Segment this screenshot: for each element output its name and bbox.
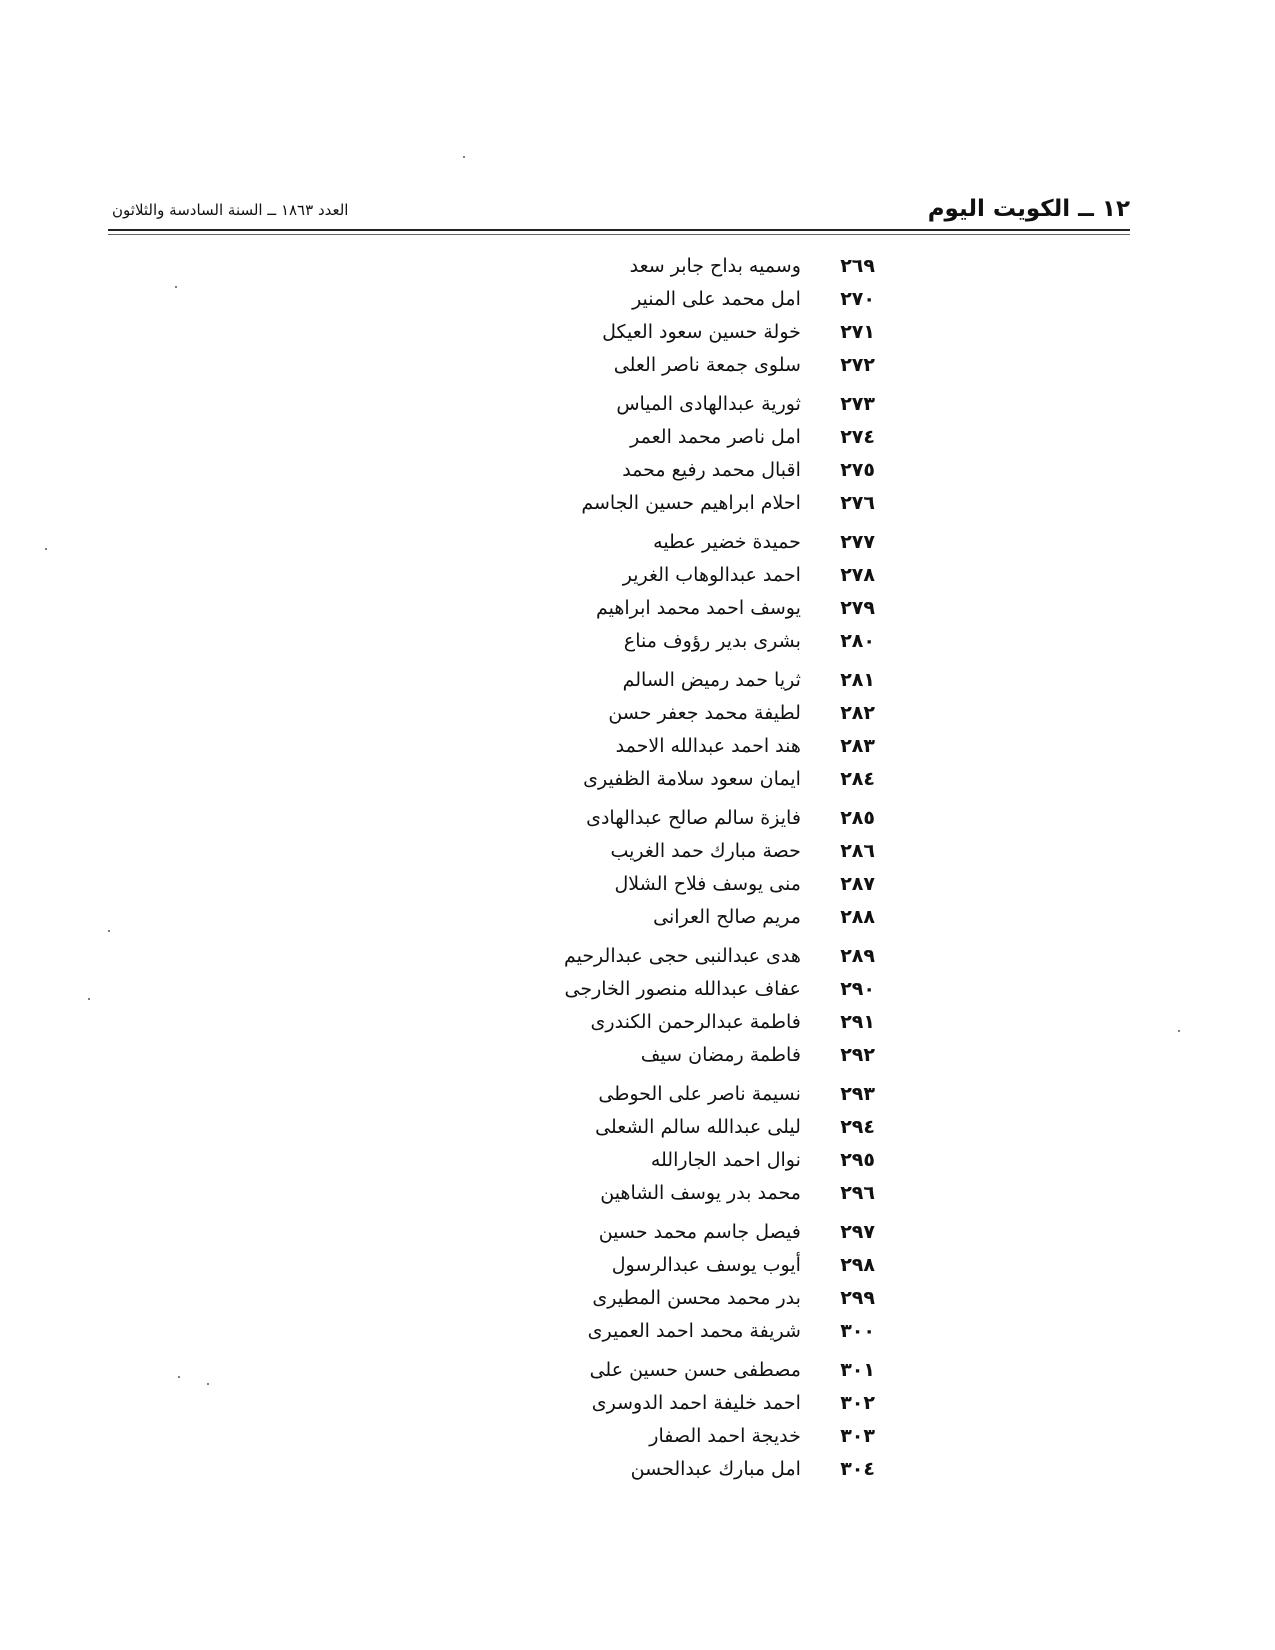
list-item	[355, 868, 875, 901]
list-item	[355, 1453, 875, 1486]
entry-number: ٢٧٨	[840, 564, 875, 586]
entry-number: ٢٧٠	[840, 288, 875, 310]
entry-name: هند احمد عبدالله الاحمد	[615, 735, 801, 757]
entry-name: امل ناصر محمد العمر	[630, 426, 801, 448]
entry-name: بدر محمد محسن المطيرى	[592, 1287, 801, 1309]
list-item	[355, 283, 875, 316]
entry-name: حميدة خضير عطيه	[653, 531, 801, 553]
entry-number: ٢٨٧	[840, 873, 875, 895]
entry-name: امل محمد على المنير	[632, 288, 801, 310]
entry-number: ٢٧٤	[840, 426, 875, 448]
list-item	[355, 625, 875, 658]
list-item	[355, 592, 875, 625]
entry-number: ٢٨٢	[840, 702, 875, 724]
list-item	[355, 1354, 875, 1387]
entry-number: ٢٨١	[840, 669, 875, 691]
entry-name: فيصل جاسم محمد حسين	[598, 1221, 801, 1243]
entry-name: نسيمة ناصر على الحوطى	[598, 1083, 801, 1105]
entry-name: ثريا حمد رميض السالم	[622, 669, 801, 691]
entry-number: ٢٩١	[840, 1011, 875, 1033]
list-item	[355, 421, 875, 454]
scan-speck	[175, 286, 177, 288]
list-item	[355, 1249, 875, 1282]
entry-number: ٢٧٩	[840, 597, 875, 619]
list-item	[355, 802, 875, 835]
entry-name: أيوب يوسف عبدالرسول	[611, 1254, 801, 1276]
list-item	[355, 559, 875, 592]
list-item	[355, 1282, 875, 1315]
entry-name: مصطفى حسن حسين على	[589, 1359, 801, 1381]
entry-number: ٢٧٣	[840, 393, 875, 415]
entry-number: ٢٨٨	[840, 906, 875, 928]
entry-number: ٢٩٦	[840, 1182, 875, 1204]
entry-name: اقبال محمد رفيع محمد	[622, 459, 801, 481]
entry-number: ٢٦٩	[840, 255, 875, 277]
entry-name: حصة مبارك حمد الغريب	[610, 840, 801, 862]
list-item	[355, 1315, 875, 1348]
entry-name: سلوى جمعة ناصر العلى	[613, 354, 801, 376]
header-divider	[108, 229, 1130, 231]
entry-number: ٣٠٠	[840, 1320, 875, 1342]
entry-name: ثورية عبدالهادى المياس	[616, 393, 801, 415]
scan-speck	[463, 156, 465, 158]
entry-name: هدى عبدالنبى حجى عبدالرحيم	[563, 945, 801, 967]
entry-number: ٢٩٧	[840, 1221, 875, 1243]
list-item	[355, 664, 875, 697]
entry-name: محمد بدر يوسف الشاهين	[600, 1182, 801, 1204]
entry-name: ايمان سعود سلامة الظفيرى	[583, 768, 801, 790]
entry-number: ٢٨٥	[840, 807, 875, 829]
entry-number: ٢٧٧	[840, 531, 875, 553]
entry-name: يوسف احمد محمد ابراهيم	[595, 597, 801, 619]
list-item	[355, 526, 875, 559]
list-item	[355, 1144, 875, 1177]
list-item	[355, 1039, 875, 1072]
entry-number: ٢٩٠	[840, 978, 875, 1000]
entry-number: ٣٠٢	[840, 1392, 875, 1414]
entry-number: ٢٨٤	[840, 768, 875, 790]
entry-name: وسميه بداح جابر سعد	[629, 255, 801, 277]
entry-number: ٢٧٢	[840, 354, 875, 376]
list-item	[355, 973, 875, 1006]
entry-number: ٢٧٥	[840, 459, 875, 481]
entry-number: ٢٩٢	[840, 1044, 875, 1066]
list-item	[355, 1216, 875, 1249]
scan-speck	[207, 1383, 209, 1385]
list-item	[355, 1078, 875, 1111]
entry-number: ٢٩٩	[840, 1287, 875, 1309]
entry-name: فاطمة رمضان سيف	[640, 1044, 801, 1066]
entry-number: ٢٩٨	[840, 1254, 875, 1276]
entry-name: منى يوسف فلاح الشلال	[614, 873, 801, 895]
list-item	[355, 730, 875, 763]
entry-number: ٣٠٤	[840, 1458, 875, 1480]
entry-name: شريفة محمد احمد العميرى	[587, 1320, 801, 1342]
entry-number: ٢٩٤	[840, 1116, 875, 1138]
list-item	[355, 487, 875, 520]
scan-speck	[1178, 1030, 1180, 1032]
list-item	[355, 835, 875, 868]
list-item	[355, 697, 875, 730]
scan-speck	[178, 1376, 180, 1378]
entry-name: عفاف عبدالله منصور الخارجى	[564, 978, 801, 1000]
entry-number: ٢٩٣	[840, 1083, 875, 1105]
list-item	[355, 1177, 875, 1210]
page-title: ١٢ ــ الكويت اليوم	[927, 196, 1130, 222]
entry-name: ليلى عبدالله سالم الشعلى	[595, 1116, 801, 1138]
scan-speck	[88, 998, 90, 1000]
list-item	[355, 1420, 875, 1453]
entry-name: امل مبارك عبدالحسن	[630, 1458, 801, 1480]
entry-number: ٢٨٣	[840, 735, 875, 757]
entry-number: ٢٧٦	[840, 492, 875, 514]
scan-speck	[108, 930, 110, 932]
entry-name: لطيفة محمد جعفر حسن	[608, 702, 801, 724]
list-item	[355, 349, 875, 382]
list-item	[355, 1387, 875, 1420]
list-item	[355, 250, 875, 283]
page-header	[112, 194, 1130, 226]
scan-speck	[45, 548, 47, 550]
entry-name: نوال احمد الجارالله	[650, 1149, 801, 1171]
entry-name: احلام ابراهيم حسين الجاسم	[581, 492, 801, 514]
entry-name: احمد عبدالوهاب الغرير	[622, 564, 801, 586]
entry-name: احمد خليفة احمد الدوسرى	[591, 1392, 801, 1414]
entry-number: ٣٠١	[840, 1359, 875, 1381]
entry-number: ٢٩٥	[840, 1149, 875, 1171]
entry-name: مريم صالح العرانى	[653, 906, 801, 928]
list-item	[355, 940, 875, 973]
issue-info: العدد ١٨٦٣ ــ السنة السادسة والثلاثون	[112, 201, 349, 219]
names-list	[355, 250, 875, 1486]
list-item	[355, 454, 875, 487]
list-item	[355, 763, 875, 796]
entry-number: ٢٨٠	[840, 630, 875, 652]
list-item	[355, 901, 875, 934]
list-item	[355, 316, 875, 349]
list-item	[355, 1006, 875, 1039]
entry-number: ٣٠٣	[840, 1425, 875, 1447]
header-divider-thin	[108, 234, 1130, 235]
entry-name: فايزة سالم صالح عبدالهادى	[586, 807, 801, 829]
entry-name: خولة حسين سعود العيكل	[602, 321, 801, 343]
entry-name: فاطمة عبدالرحمن الكندرى	[590, 1011, 801, 1033]
entry-name: بشرى بدير رؤوف مناع	[623, 630, 801, 652]
entry-number: ٢٨٩	[840, 945, 875, 967]
entry-number: ٢٧١	[840, 321, 875, 343]
entry-number: ٢٨٦	[840, 840, 875, 862]
entry-name: خديجة احمد الصفار	[649, 1425, 801, 1447]
list-item	[355, 1111, 875, 1144]
list-item	[355, 388, 875, 421]
